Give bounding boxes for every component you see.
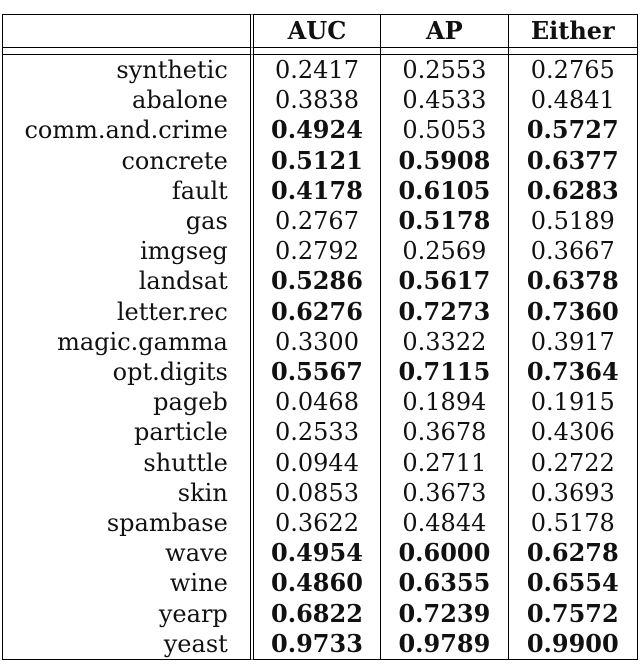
dataset-name: opt.digits xyxy=(2,357,254,387)
dataset-name: spambase xyxy=(2,508,254,538)
table-row xyxy=(2,508,638,538)
either-value: 0.5189 xyxy=(509,206,638,236)
dataset-name: concrete xyxy=(2,146,254,176)
either-value: 0.6283 xyxy=(509,176,638,206)
auc-value: 0.2533 xyxy=(254,417,381,447)
dataset-name: pageb xyxy=(2,387,254,417)
table-row xyxy=(2,599,638,629)
either-value: 0.5178 xyxy=(509,508,638,538)
either-value: 0.7364 xyxy=(509,357,638,387)
dataset-name: particle xyxy=(2,417,254,447)
auc-value: 0.4924 xyxy=(254,115,381,145)
auc-value: 0.4954 xyxy=(254,538,381,568)
header-auc: AUC xyxy=(254,14,381,48)
table-row xyxy=(2,115,638,145)
table-row xyxy=(2,568,638,598)
results-table-container xyxy=(2,14,638,662)
dataset-name: shuttle xyxy=(2,448,254,478)
ap-value: 0.5053 xyxy=(381,115,508,145)
ap-value: 0.9789 xyxy=(381,629,508,660)
ap-value: 0.2569 xyxy=(381,236,508,266)
table-row xyxy=(2,297,638,327)
either-value: 0.7360 xyxy=(509,297,638,327)
ap-value: 0.7239 xyxy=(381,599,508,629)
either-value: 0.6278 xyxy=(509,538,638,568)
ap-value: 0.5178 xyxy=(381,206,508,236)
either-value: 0.4306 xyxy=(509,417,638,447)
auc-value: 0.4860 xyxy=(254,568,381,598)
dataset-name: landsat xyxy=(2,266,254,296)
ap-value: 0.2711 xyxy=(381,448,508,478)
dataset-name: imgseg xyxy=(2,236,254,266)
either-value: 0.3917 xyxy=(509,327,638,357)
either-value: 0.9900 xyxy=(509,629,638,660)
dataset-name: wine xyxy=(2,568,254,598)
ap-value: 0.3673 xyxy=(381,478,508,508)
table-row xyxy=(2,55,638,85)
either-value: 0.1915 xyxy=(509,387,638,417)
auc-value: 0.0944 xyxy=(254,448,381,478)
dataset-name: gas xyxy=(2,206,254,236)
table-body xyxy=(2,55,638,660)
table-row xyxy=(2,327,638,357)
either-value: 0.3693 xyxy=(509,478,638,508)
either-value: 0.6377 xyxy=(509,146,638,176)
table-row xyxy=(2,206,638,236)
ap-value: 0.3322 xyxy=(381,327,508,357)
table-row xyxy=(2,478,638,508)
auc-value: 0.2767 xyxy=(254,206,381,236)
header-row xyxy=(2,14,638,48)
header-either: Either xyxy=(509,14,638,48)
results-table xyxy=(2,14,638,660)
ap-value: 0.5908 xyxy=(381,146,508,176)
table-row xyxy=(2,85,638,115)
table-row xyxy=(2,357,638,387)
auc-value: 0.0853 xyxy=(254,478,381,508)
dataset-name: yeast xyxy=(2,629,254,660)
either-value: 0.3667 xyxy=(509,236,638,266)
ap-value: 0.2553 xyxy=(381,55,508,85)
header-spacer xyxy=(2,48,638,55)
table-row xyxy=(2,538,638,568)
auc-value: 0.2417 xyxy=(254,55,381,85)
auc-value: 0.4178 xyxy=(254,176,381,206)
dataset-name: wave xyxy=(2,538,254,568)
dataset-name: yearp xyxy=(2,599,254,629)
either-value: 0.7572 xyxy=(509,599,638,629)
ap-value: 0.6355 xyxy=(381,568,508,598)
either-value: 0.6378 xyxy=(509,266,638,296)
dataset-name: letter.rec xyxy=(2,297,254,327)
auc-value: 0.5286 xyxy=(254,266,381,296)
table-row xyxy=(2,266,638,296)
ap-value: 0.7115 xyxy=(381,357,508,387)
auc-value: 0.6276 xyxy=(254,297,381,327)
ap-value: 0.6000 xyxy=(381,538,508,568)
dataset-name: magic.gamma xyxy=(2,327,254,357)
either-value: 0.4841 xyxy=(509,85,638,115)
auc-value: 0.5567 xyxy=(254,357,381,387)
ap-value: 0.6105 xyxy=(381,176,508,206)
table-row xyxy=(2,629,638,660)
auc-value: 0.2792 xyxy=(254,236,381,266)
ap-value: 0.3678 xyxy=(381,417,508,447)
either-value: 0.5727 xyxy=(509,115,638,145)
dataset-name: skin xyxy=(2,478,254,508)
auc-value: 0.5121 xyxy=(254,146,381,176)
ap-value: 0.7273 xyxy=(381,297,508,327)
header-dataset xyxy=(2,14,254,48)
table-row xyxy=(2,236,638,266)
dataset-name: fault xyxy=(2,176,254,206)
dataset-name: comm.and.crime xyxy=(2,115,254,145)
ap-value: 0.5617 xyxy=(381,266,508,296)
ap-value: 0.4533 xyxy=(381,85,508,115)
auc-value: 0.6822 xyxy=(254,599,381,629)
either-value: 0.2722 xyxy=(509,448,638,478)
auc-value: 0.3838 xyxy=(254,85,381,115)
table-row xyxy=(2,176,638,206)
either-value: 0.2765 xyxy=(509,55,638,85)
either-value: 0.6554 xyxy=(509,568,638,598)
table-row xyxy=(2,448,638,478)
ap-value: 0.4844 xyxy=(381,508,508,538)
auc-value: 0.0468 xyxy=(254,387,381,417)
auc-value: 0.3300 xyxy=(254,327,381,357)
auc-value: 0.9733 xyxy=(254,629,381,660)
table-row xyxy=(2,387,638,417)
ap-value: 0.1894 xyxy=(381,387,508,417)
dataset-name: abalone xyxy=(2,85,254,115)
auc-value: 0.3622 xyxy=(254,508,381,538)
table-row xyxy=(2,146,638,176)
table-row xyxy=(2,417,638,447)
dataset-name: synthetic xyxy=(2,55,254,85)
header-ap: AP xyxy=(381,14,508,48)
